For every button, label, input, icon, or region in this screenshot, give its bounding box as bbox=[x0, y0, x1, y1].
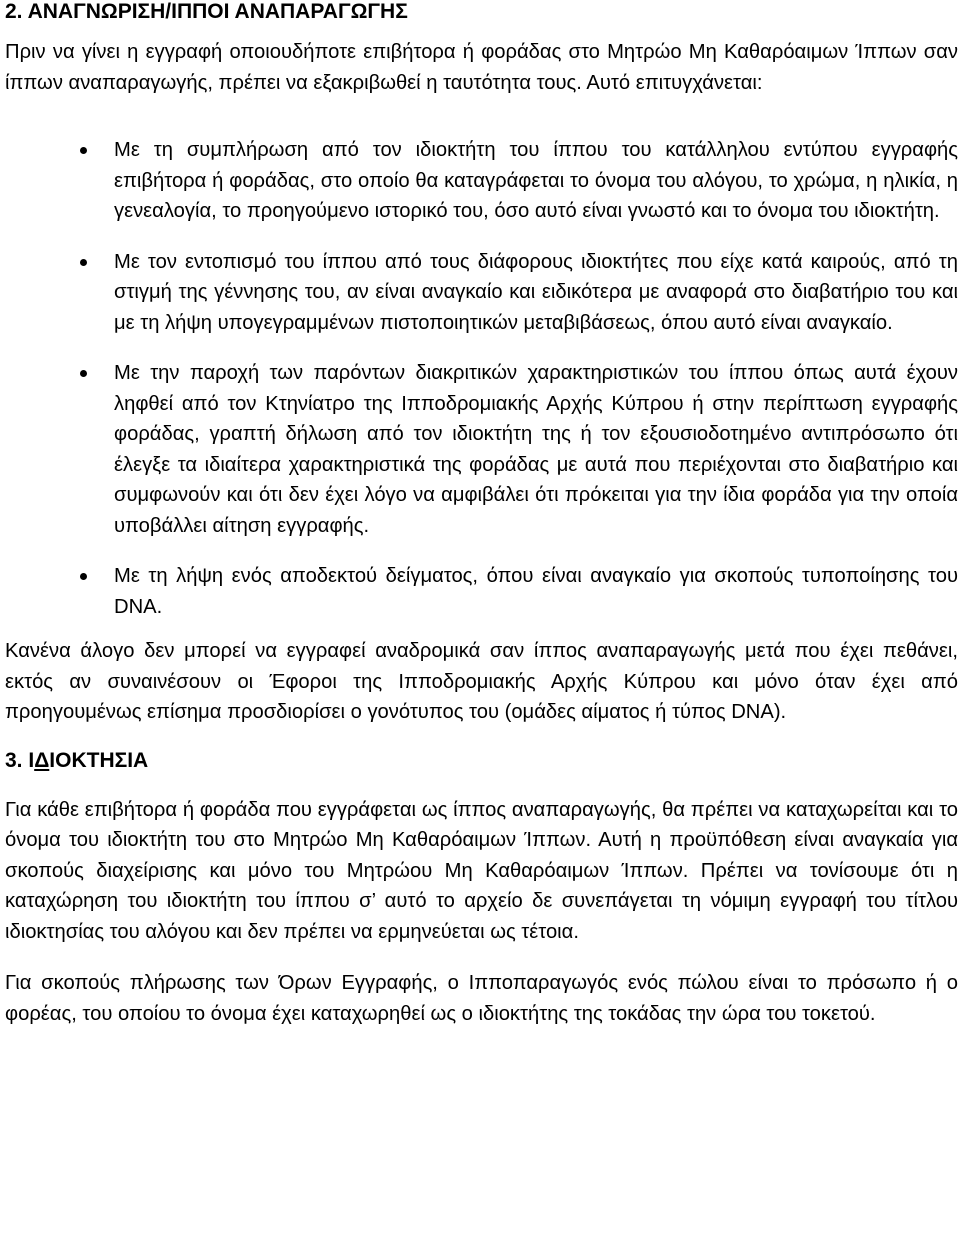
ownership-paragraph: Για κάθε επιβήτορα ή φοράδα που εγγράφεται ως ίππος αναπαραγωγής, θα πρέπει να καταχωρείται και το όνομα του ιδιοκτήτη του στο Μητρώο Μη Καθαρόαιμων Ίππων. Αυτή η προϋπόθεση είναι αναγκαία για σκοπούς διαχείρισης και μόνο του Μητρώου Μη Καθαρόαιμων Ίππων. Πρέπει να τονίσουμε ότι η καταχώρηση του ιδιοκτήτη του ίππου σ’ αυτό το αρχείο δε συνεπάγεται τη νόμιμη εγγραφή του τίτλου ιδιοκτησίας του αλόγου και δεν πρέπει να ερμηνεύεται ως τέτοια. bbox=[5, 798, 958, 943]
section-2-intro-paragraph: Πριν να γίνει η εγγραφή οποιουδήποτε επιβήτορα ή φοράδας στο Μητρώο Μη Καθαρόαιμων Ίππων σαν ίππων αναπαραγωγής, πρέπει να εξακριβωθεί η ταυτότητα τους. Αυτό επιτυγχάνεται: bbox=[5, 41, 958, 94]
section-2-heading: 2. ΑΝΑΓΝΩΡΙΣΗ/ΙΠΠΟΙ ΑΝΑΠΑΡΑΓΩΓΗΣ bbox=[5, 0, 408, 23]
section-3-heading bbox=[5, 749, 958, 773]
list-item-text: Με τη συμπλήρωση από τον ιδιοκτήτη του ίππου του κατάλληλου εντύπου εγγραφής επιβήτορα ή φοράδας, στο οποίο θα καταγράφεται το όνομα του αλόγου, το χρώμα, η ηλικία, η γενεαλογία, το προηγούμενο ιστορικό του, όσο αυτό είναι γνωστό και το όνομα του ιδιοκτήτη. bbox=[114, 139, 958, 222]
list-item-text: Με τον εντοπισμό του ίππου από τους διάφορους ιδιοκτήτες που είχε κατά καιρούς, από τη στιγμή της γέννησης του, αν είναι αναγκαίο και ειδικότερα με αναφορά στο διαβατήριο του και με τη λήψη υπογεγραμμένων πιστοποιητικών μεταβιβάσεως, όπου αυτό είναι αναγκαίο. bbox=[114, 250, 958, 334]
list-item bbox=[5, 561, 958, 622]
list-item-text: Με τη λήψη ενός αποδεκτού δείγματος, όπου είναι αναγκαίο για σκοπούς τυποποίησης του DNA. bbox=[114, 565, 958, 618]
list-item bbox=[5, 247, 958, 339]
bullet-icon bbox=[80, 370, 87, 377]
list-item-text: Με την παροχή των παρόντων διακριτικών χαρακτηριστικών του ίππου όπως αυτά έχουν ληφθεί από τον Κτηνίατρο της Ιπποδρομιακής Αρχής Κύπρου ή στην περίπτωση εγγραφής φοράδας, γραπτή δήλωση από τον ιδιοκτήτη της ή τον εξουσιοδοτημένο αντιπρόσωπο ότι έλεγξε τα ιδιαίτερα χαρακτηριστικά της φοράδας με αυτά που περιέχονται στο διαβατήριο και συμφωνούν και ότι δεν έχει λόγο να αμφιβάλει ότι πρόκειται για την ίδια φοράδα για την οποία υποβάλλει αίτηση εγγραφής. bbox=[114, 362, 958, 537]
section-2-closing-paragraph: Κανένα άλογο δεν μπορεί να εγγραφεί αναδρομικά σαν ίππος αναπαραγωγής μετά που έχει πεθάνει, εκτός αν συναινέσουν οι Έφοροι της Ιπποδρομιακής Αρχής Κύπρου και μόνο όταν έχει από προηγουμένως επίσημα προσδιορίσει ο γονότυπος του (ομάδες αίματος ή τύπος DNA). bbox=[5, 640, 958, 723]
bullet-icon bbox=[80, 147, 87, 154]
bullet-icon bbox=[80, 259, 87, 266]
requirements-list bbox=[5, 135, 958, 622]
heading-text: ΙΟΚΤΗΣΙΑ bbox=[49, 748, 149, 772]
heading-text: 3. Ι bbox=[5, 748, 35, 772]
list-item bbox=[5, 135, 958, 227]
bullet-icon bbox=[80, 573, 87, 580]
heading-underlined-letter: Δ bbox=[34, 748, 50, 772]
document-page bbox=[5, 0, 958, 1029]
breeder-definition-paragraph: Για σκοπούς πλήρωσης των Όρων Εγγραφής, ο Ιπποπαραγωγός ενός πώλου είναι το πρόσωπο ή ο φορέας, του οποίου το όνομα έχει καταχωρηθεί ως ο ιδιοκτήτης της τοκάδας την ώρα του τοκετού. bbox=[5, 972, 958, 1025]
list-item bbox=[5, 358, 958, 541]
